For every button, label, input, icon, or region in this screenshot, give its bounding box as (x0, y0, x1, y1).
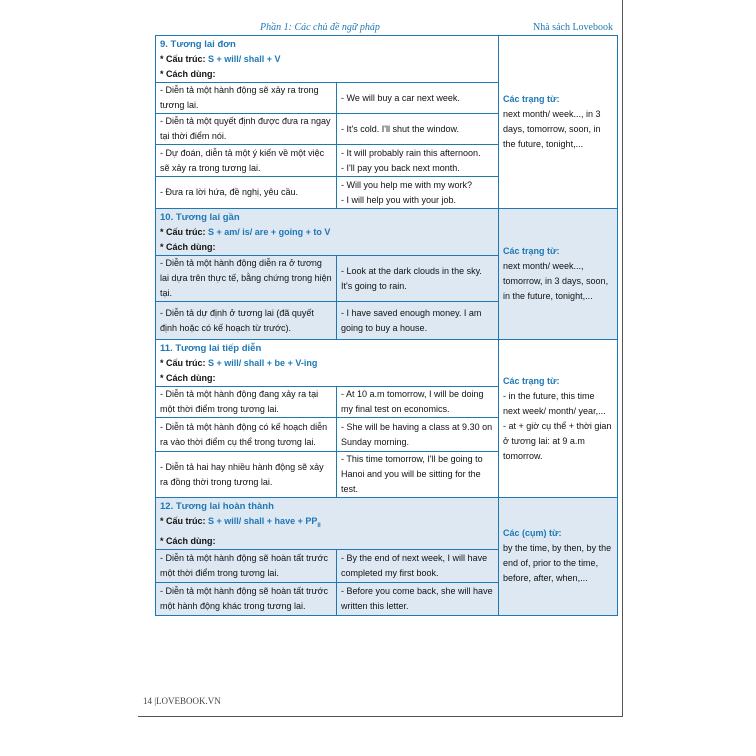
structure-formula: S + will/ shall + V (208, 54, 281, 64)
example-cell: - At 10 a.m tomorrow, I will be doing my final test on economics. (337, 387, 499, 418)
structure-label: * Cấu trúc: (160, 227, 206, 237)
footer-site: LOVEBOOK.VN (156, 696, 221, 706)
adverbs-text: by the time, by then, by the end of, prior to the time, before, after, when,... (503, 543, 612, 584)
section-intro-row (156, 209, 618, 256)
usage-cell: - Đưa ra lời hứa, đề nghị, yêu cầu. (156, 177, 337, 209)
adverbs-cell (499, 340, 618, 498)
example-cell: - It's cold. I'll shut the window. (337, 114, 499, 145)
usage-label: * Cách dùng: (160, 69, 216, 79)
adverbs-title: Các trạng từ: (503, 94, 560, 104)
structure-formula: S + will/ shall + have + $PP_{II}$ (208, 516, 321, 529)
footer-separator: | (154, 696, 157, 706)
structure-line (160, 52, 494, 67)
page-footer (143, 696, 221, 706)
adverbs-cell (499, 209, 618, 340)
structure-formula: S + am/ is/ are + going + to V (208, 227, 331, 237)
section-intro-cell (156, 36, 499, 83)
example-cell: - We will buy a car next week. (337, 83, 499, 114)
section-intro-cell (156, 340, 499, 387)
page-number: 14 (143, 696, 152, 706)
structure-line (160, 356, 494, 371)
example-cell: - By the end of next week, I will have completed my first book. (337, 549, 499, 582)
tense-title: 10. Tương lai gần (160, 212, 240, 223)
usage-cell: - Diễn tả một hành động đang xảy ra tại một thời điểm trong tương lai. (156, 387, 337, 418)
adverbs-title: Các trạng từ: (503, 246, 560, 256)
example-cell: - It will probably rain this afternoon. - I'll pay you back next month. (337, 145, 499, 177)
example-cell: - Before you come back, she will have written this letter. (337, 582, 499, 615)
adverbs-text: next month/ week..., in 3 days, tomorrow, soon, in the future, tonight,... (503, 109, 601, 149)
structure-line (160, 514, 494, 534)
adverbs-text: next month/ week..., tomorrow, in 3 days, soon, in the future, tonight,... (503, 261, 609, 301)
usage-label: * Cách dùng: (160, 242, 216, 252)
section-intro-row (156, 340, 618, 387)
structure-label: * Cấu trúc: (160, 54, 206, 64)
adverbs-cell (499, 36, 618, 209)
usage-cell: - Diễn tả dự định ở tương lai (đã quyết định hoặc có kế hoạch từ trước). (156, 302, 337, 340)
section-intro-row (156, 498, 618, 550)
usage-cell: - Diễn tả một quyết định được đưa ra ngay tại thời điểm nói. (156, 114, 337, 145)
example-cell: - Look at the dark clouds in the sky. It's going to rain. (337, 256, 499, 302)
structure-line (160, 225, 494, 240)
adverbs-text: - in the future, this time next week/ month/ year,... - at + giờ cụ thể + thời gian ở tương lai: at 9 a.m tomorrow. (503, 390, 612, 461)
usage-cell: - Diễn tả hai hay nhiều hành động sẽ xảy ra đồng thời trong tương lai. (156, 452, 337, 498)
adverbs-title: Các trạng từ: (503, 375, 560, 386)
header-section-title: Phần 1: Các chủ đề ngữ pháp (260, 22, 380, 33)
usage-cell: - Diễn tả một hành động sẽ hoàn tất trước một thời điểm trong tương lai. (156, 549, 337, 582)
adverbs-title: Các (cụm) từ: (503, 528, 562, 539)
structure-formula: S + will/ shall + be + V-ing (208, 358, 318, 368)
formula-subscript: II (317, 522, 321, 529)
usage-cell: - Diễn tả một hành động diễn ra ở tương lai dựa trên thực tế, bằng chứng trong hiện tại. (156, 256, 337, 302)
usage-cell: - Diễn tả một hành động sẽ xảy ra trong tương lai. (156, 83, 337, 114)
usage-cell: - Dự đoán, diễn tả một ý kiến về một việc sẽ xảy ra trong tương lai. (156, 145, 337, 177)
adverbs-cell (499, 498, 618, 616)
structure-label: * Cấu trúc: (160, 516, 206, 526)
header-publisher: Nhà sách Lovebook (533, 22, 613, 33)
tense-title: 11. Tương lai tiếp diễn (160, 343, 262, 354)
section-intro-row (156, 36, 618, 83)
usage-label: * Cách dùng: (160, 535, 216, 546)
tense-title: 12. Tương lai hoàn thành (160, 501, 274, 512)
structure-label: * Cấu trúc: (160, 358, 206, 368)
example-cell: - This time tomorrow, I'll be going to Hanoi and you will be sitting for the test. (337, 452, 499, 498)
running-header (155, 22, 615, 36)
usage-cell: - Diễn tả một hành động sẽ hoàn tất trước một hành động khác trong tương lai. (156, 582, 337, 615)
usage-label: * Cách dùng: (160, 373, 216, 383)
section-intro-cell (156, 209, 499, 256)
example-cell: - I have saved enough money. I am going to buy a house. (337, 302, 499, 340)
section-intro-cell (156, 498, 499, 550)
grammar-table (155, 35, 618, 616)
example-cell: - Will you help me with my work? - I will help you with your job. (337, 177, 499, 209)
usage-cell: - Diễn tả một hành động có kế hoạch diễn ra vào thời điểm cụ thể trong tương lai. (156, 418, 337, 452)
tense-title: 9. Tương lai đơn (160, 39, 236, 50)
example-cell: - She will be having a class at 9.30 on Sunday morning. (337, 418, 499, 452)
